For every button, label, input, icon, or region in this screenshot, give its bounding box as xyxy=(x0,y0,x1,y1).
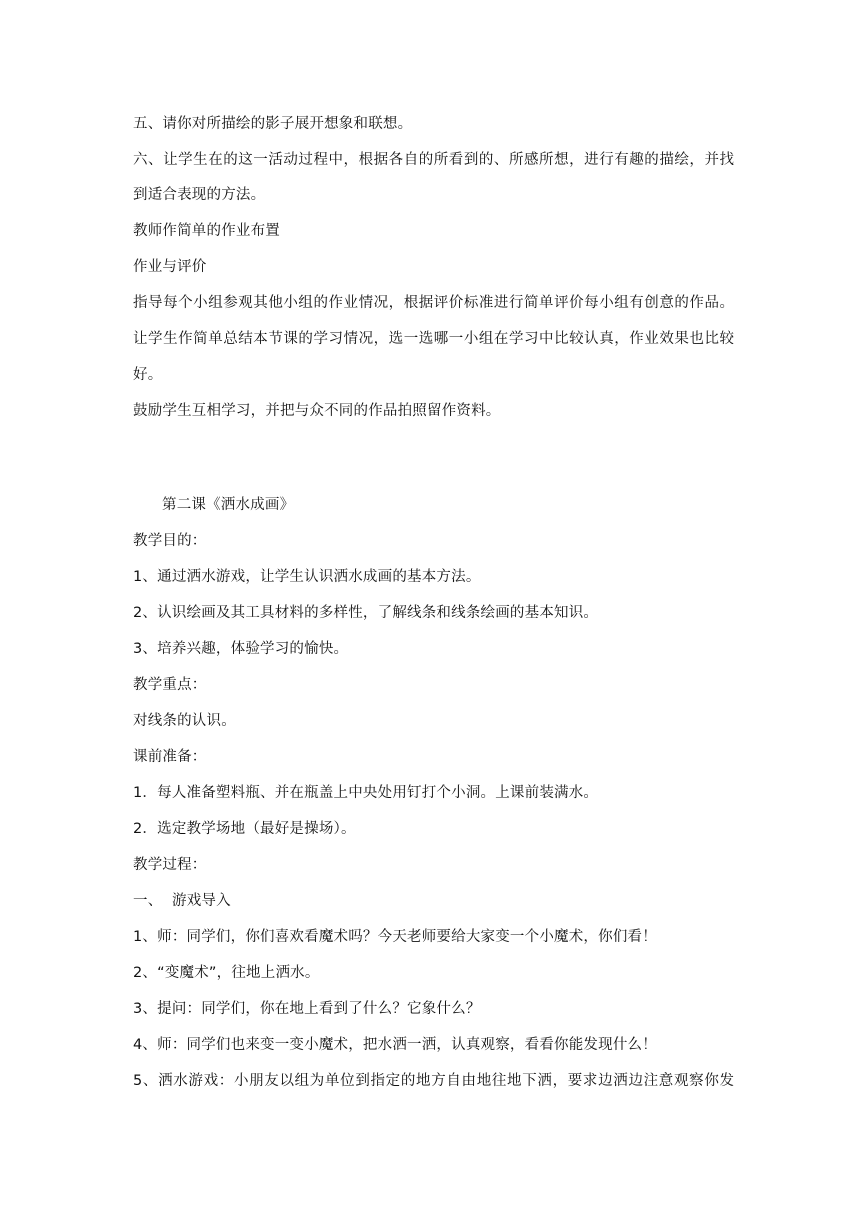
objective-3: 3、培养兴趣，体验学习的愉快。 xyxy=(133,641,349,657)
homework-setup: 教师作简单的作业布置 xyxy=(133,223,280,239)
prep-heading: 课前准备： xyxy=(133,749,207,765)
step-3: 3、提问：同学们，你在地上看到了什么？它象什么？ xyxy=(133,1001,481,1017)
summary-line-2: 好。 xyxy=(133,367,163,383)
objective-1: 1、通过洒水游戏，让学生认识洒水成画的基本方法。 xyxy=(133,569,481,585)
process-part-1: 一、 游戏导入 xyxy=(133,893,231,909)
process-heading: 教学过程： xyxy=(133,857,207,873)
item-6-line-1: 六、让学生在的这一活动过程中，根据各自的所看到的、所感所想，进行有趣的描绘，并找 xyxy=(133,152,734,168)
step-5: 5、洒水游戏：小朋友以组为单位到指定的地方自由地往地下洒，要求边洒边注意观察你发 xyxy=(133,1073,734,1089)
prep-2: 2．选定教学场地（最好是操场）。 xyxy=(133,821,356,837)
item-6-line-2: 到适合表现的方法。 xyxy=(133,187,266,203)
encourage: 鼓励学生互相学习，并把与众不同的作品拍照留作资料。 xyxy=(133,403,501,419)
objective-2: 2、认识绘画及其工具材料的多样性，了解线条和线条绘画的基本知识。 xyxy=(133,605,599,621)
homework-eval-heading: 作业与评价 xyxy=(133,259,207,275)
step-4: 4、师：同学们也来变一变小魔术，把水洒一洒，认真观察，看看你能发现什么！ xyxy=(133,1037,657,1053)
step-1: 1、师：同学们，你们喜欢看魔术吗？今天老师要给大家变一个小魔术，你们看！ xyxy=(133,929,657,945)
summary-line-1: 让学生作简单总结本节课的学习情况，选一选哪一小组在学习中比较认真，作业效果也比较 xyxy=(133,331,734,347)
objectives-heading: 教学目的： xyxy=(133,533,207,549)
lesson-title: 第二课《洒水成画》 xyxy=(162,497,295,513)
step-2: 2、“变魔术”，往地上洒水。 xyxy=(133,965,320,981)
focus-heading: 教学重点： xyxy=(133,677,207,693)
guide-groups: 指导每个小组参观其他小组的作业情况，根据评价标准进行简单评价每小组有创意的作品。 xyxy=(133,295,734,311)
focus-text: 对线条的认识。 xyxy=(133,713,236,729)
prep-1: 1．每人准备塑料瓶、并在瓶盖上中央处用钉打个小洞。上课前装满水。 xyxy=(133,785,599,801)
item-5: 五、请你对所描绘的影子展开想象和联想。 xyxy=(133,116,413,132)
